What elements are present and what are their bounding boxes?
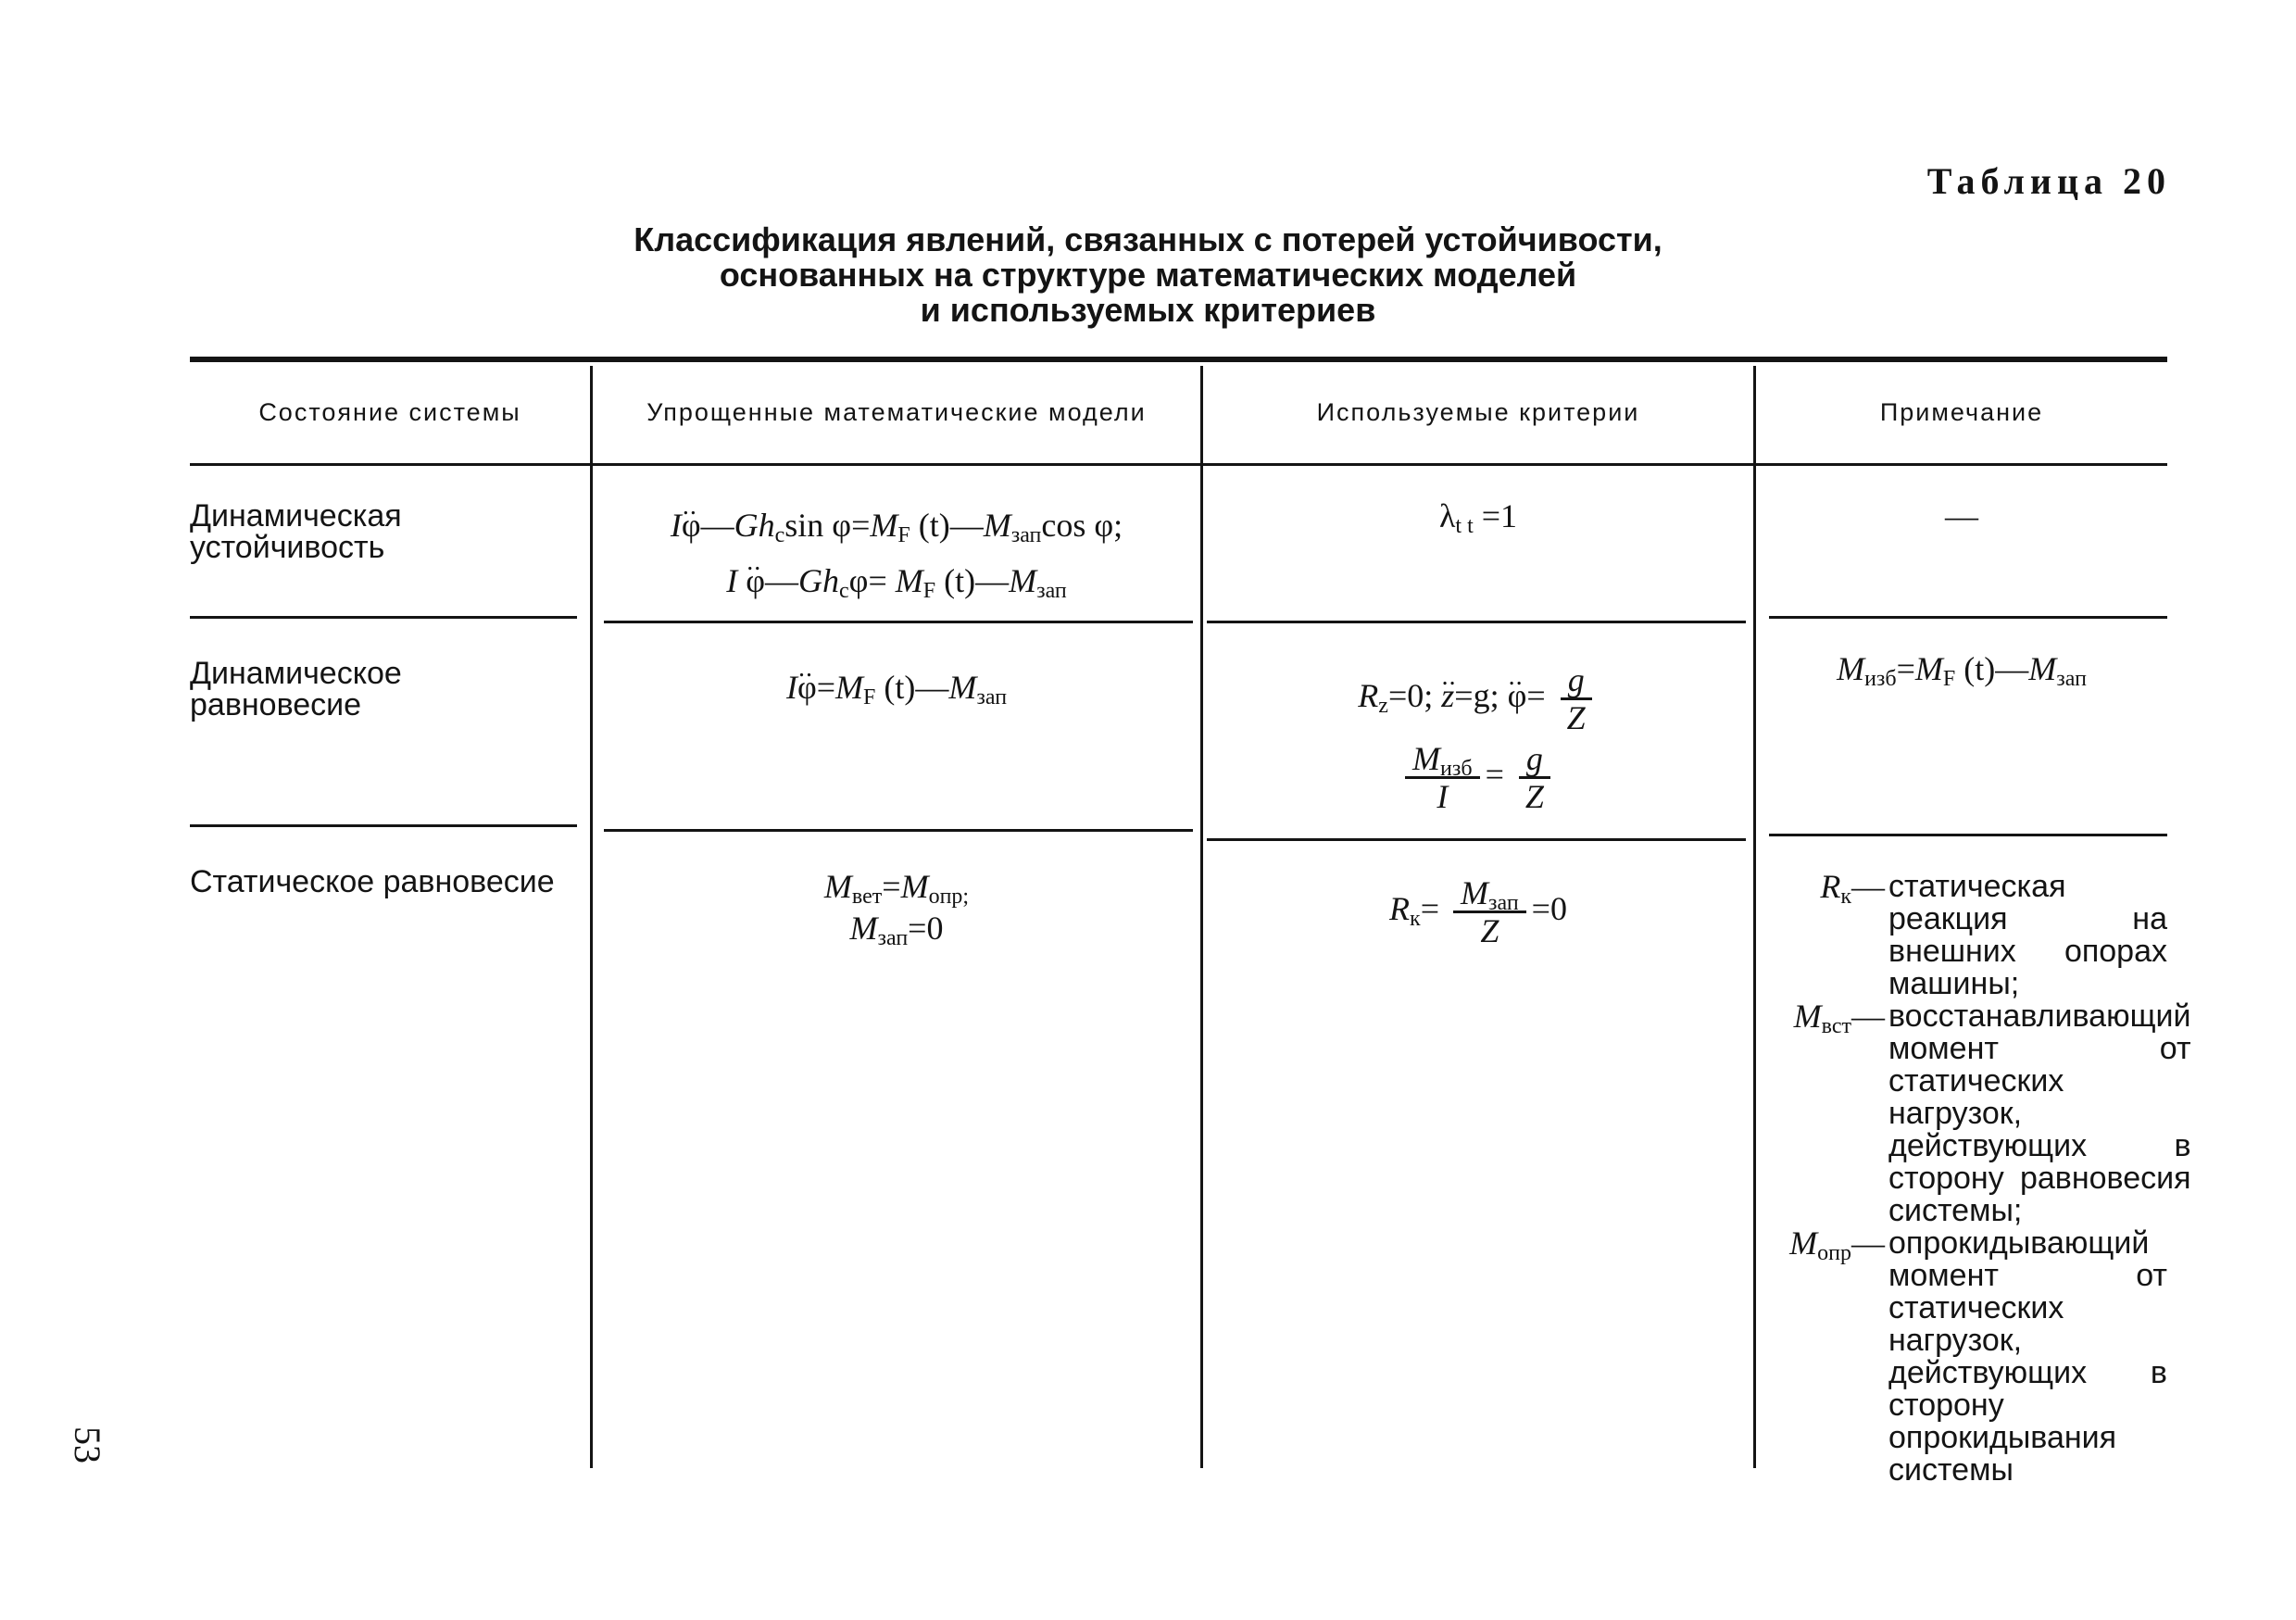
page-number: 53	[67, 1426, 108, 1463]
title-line-1: Классификация явлений, связанных с потерей устойчивости,	[634, 220, 1662, 258]
title-line-3: и используемых критериев	[920, 291, 1376, 329]
row-2-criterion-1-fraction: $\frac{g}{Z}$	[1560, 662, 1593, 735]
note-item-reaction	[1760, 868, 2167, 1001]
row-2-state: Динамическое равновесие	[190, 656, 402, 722]
row-2-rule-col-1	[190, 824, 577, 827]
row-3-criterion: $R_к=$ $\frac{M_{зап}}{Z}$ =0	[1389, 874, 1567, 949]
row-1-state: Динамическая устойчивость	[190, 498, 402, 565]
row-1-criterion: $\lambda_{t t} =1$	[1438, 497, 1518, 538]
table-top-rule	[190, 357, 2167, 362]
row-3-criterion-fraction: $\frac{M_{зап}}{Z}$	[1453, 875, 1526, 948]
header-bottom-rule	[190, 463, 2167, 466]
row-1-rule-col-4	[1769, 616, 2167, 619]
column-header-criteria: Используемые критерии	[1316, 397, 1640, 426]
row-3-model-1: $M_{вет}=M_{опр;}$	[823, 868, 970, 909]
row-1-model-2: I .. $\varphi—Gh_c\varphi= M_F$ $(t)—M_{зап}$	[593, 560, 1200, 601]
row-3-model-2: $M_{зап}=0$	[849, 910, 944, 950]
note-item-restoring-moment	[1760, 998, 2191, 1228]
note-item-overturning-moment	[1760, 1224, 2167, 1488]
row-1-rule-col-3	[1207, 621, 1746, 623]
note-term: $R_к—$	[1820, 868, 1885, 909]
row-3-state: Статическое равновесие	[190, 864, 555, 899]
title-line-2: основанных на структуре математических моделей	[719, 256, 1577, 294]
column-header-state: Состояние системы	[258, 397, 521, 426]
table-number: Таблица 20	[1926, 160, 2171, 202]
row-2-model: I.. $\varphi=M_F$ $(t)—M_{зап}$	[593, 667, 1200, 708]
table-title	[0, 222, 2296, 328]
column-header-note: Примечание	[1879, 397, 2044, 426]
note-term: $M_{опр}—$	[1789, 1224, 1885, 1265]
row-1-rule-col-1	[190, 616, 577, 619]
row-2-criterion-2-left-fraction: $\frac{M_{изб}}{I}$	[1405, 741, 1480, 814]
row-2-criterion-2: $\frac{M_{изб}}{I}$ = $\frac{g}{Z}$	[1203, 741, 1753, 814]
row-2-rule-col-4	[1769, 834, 2167, 836]
row-3-notes	[1760, 868, 2191, 1488]
row-1-model-1: I.. $\varphi—Gh_c\sin$ $\varphi=M_F$ $(t)—M_{зап}\cos$ φ;	[593, 505, 1200, 546]
row-1-note: —	[1945, 497, 1978, 534]
note-definition: статическая реакция на внешних опорах машины;	[1888, 869, 2167, 1001]
row-2-criterion-1: $R_z=0$; .. z=g; .. φ= $\frac{g}{Z}$	[1203, 662, 1753, 735]
row-2-rule-col-3	[1207, 838, 1746, 841]
column-header-models: Упрощенные математические модели	[646, 397, 1147, 426]
note-term: $M_{вст}—$	[1793, 998, 1885, 1038]
note-definition: восстанавливающий момент от статических нагрузок, действующих в сторону равновесия системы;	[1888, 998, 2191, 1228]
row-1-rule-col-2	[604, 621, 1193, 623]
note-definition: опрокидывающий момент от статических нагрузок, действующих в сторону опрокидывания системы	[1888, 1225, 2167, 1488]
row-2-criterion-2-right-fraction: $\frac{g}{Z}$	[1518, 741, 1551, 814]
row-2-note: $M_{изб}=M_F$ $(t)—M_{зап}$	[1837, 650, 2087, 691]
row-2-rule-col-2	[604, 829, 1193, 832]
